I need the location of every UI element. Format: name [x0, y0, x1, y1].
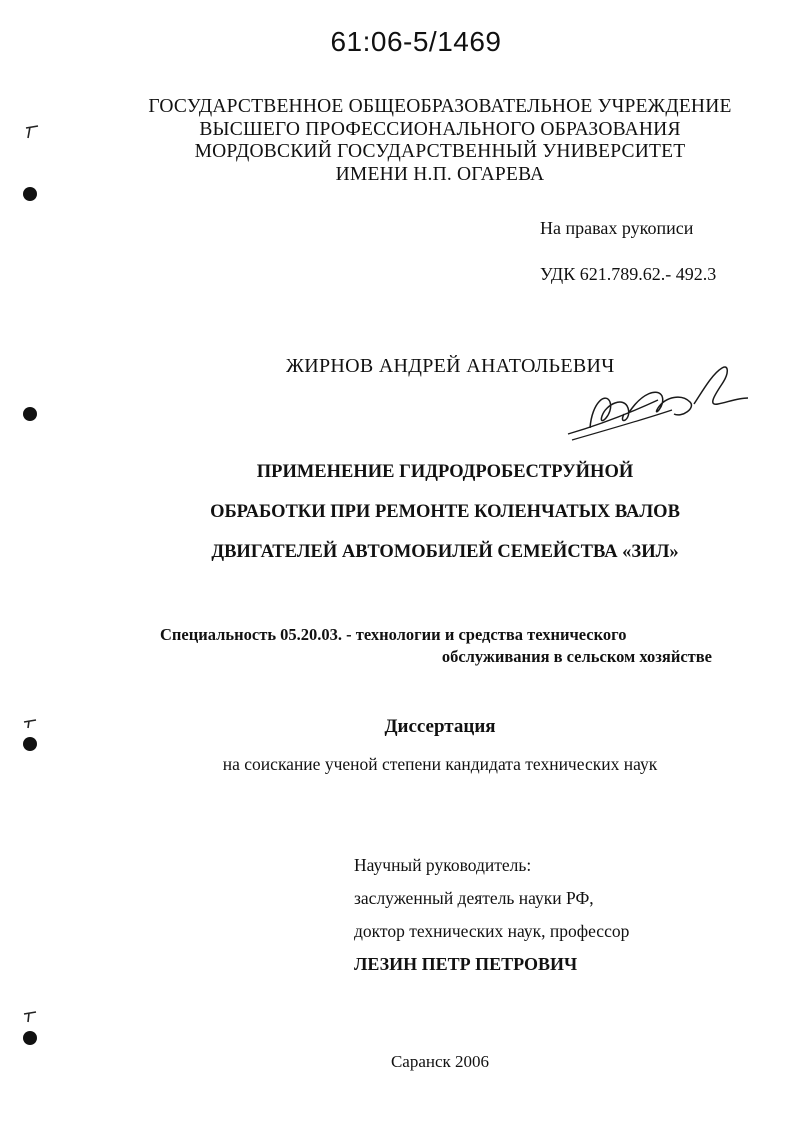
- specialty-line: Специальность 05.20.03. - технологии и средства технического: [160, 625, 627, 644]
- city-year: Саранск 2006: [390, 1052, 490, 1071]
- specialty-line: обслуживания в сельском хозяйстве: [441, 647, 712, 666]
- binding-hole-icon: [16, 1008, 46, 1048]
- supervisor-degree: доктор технических наук, профессор: [354, 921, 630, 941]
- institution-line: ВЫСШЕГО ПРОФЕССИОНАЛЬНОГО ОБРАЗОВАНИЯ: [199, 118, 681, 140]
- supervisor-title: заслуженный деятель науки РФ,: [354, 888, 594, 908]
- institution-line: ИМЕНИ Н.П. ОГАРЕВА: [335, 163, 545, 185]
- signature-icon: [562, 362, 752, 446]
- title-line: ПРИМЕНЕНИЕ ГИДРОДРОБЕСТРУЙНОЙ: [256, 462, 634, 482]
- document-purpose: на соискание ученой степени кандидата технических наук: [222, 754, 658, 774]
- binding-hole-icon: [16, 398, 46, 438]
- supervisor-block: [354, 855, 629, 987]
- archive-code: 61:06-5/1469: [330, 26, 502, 57]
- udc-code: УДК 621.789.62.- 492.3: [540, 264, 717, 284]
- binding-hole-icon: [16, 716, 46, 756]
- title-line: ОБРАБОТКИ ПРИ РЕМОНТЕ КОЛЕНЧАТЫХ ВАЛОВ: [210, 502, 680, 522]
- binding-hole-icon: [16, 178, 46, 218]
- supervisor-name: ЛЕЗИН ПЕТР ПЕТРОВИЧ: [354, 954, 578, 974]
- dissertation-title: [150, 452, 740, 572]
- document-type: Диссертация: [384, 716, 496, 737]
- manuscript-note: На правах рукописи: [540, 218, 694, 238]
- institution-line: ГОСУДАРСТВЕННОЕ ОБЩЕОБРАЗОВАТЕЛЬНОЕ УЧРЕЖДЕНИЕ: [148, 96, 732, 117]
- title-line: ДВИГАТЕЛЕЙ АВТОМОБИЛЕЙ СЕМЕЙСТВА «ЗИЛ»: [211, 542, 679, 562]
- institution-header: [130, 96, 750, 186]
- supervisor-label: Научный руководитель:: [354, 855, 532, 875]
- binding-mark-icon: [16, 118, 46, 158]
- author-name: ЖИРНОВ АНДРЕЙ АНАТОЛЬЕВИЧ: [286, 355, 615, 377]
- specialty-block: [160, 624, 720, 668]
- institution-line: МОРДОВСКИЙ ГОСУДАРСТВЕННЫЙ УНИВЕРСИТЕТ: [194, 141, 686, 162]
